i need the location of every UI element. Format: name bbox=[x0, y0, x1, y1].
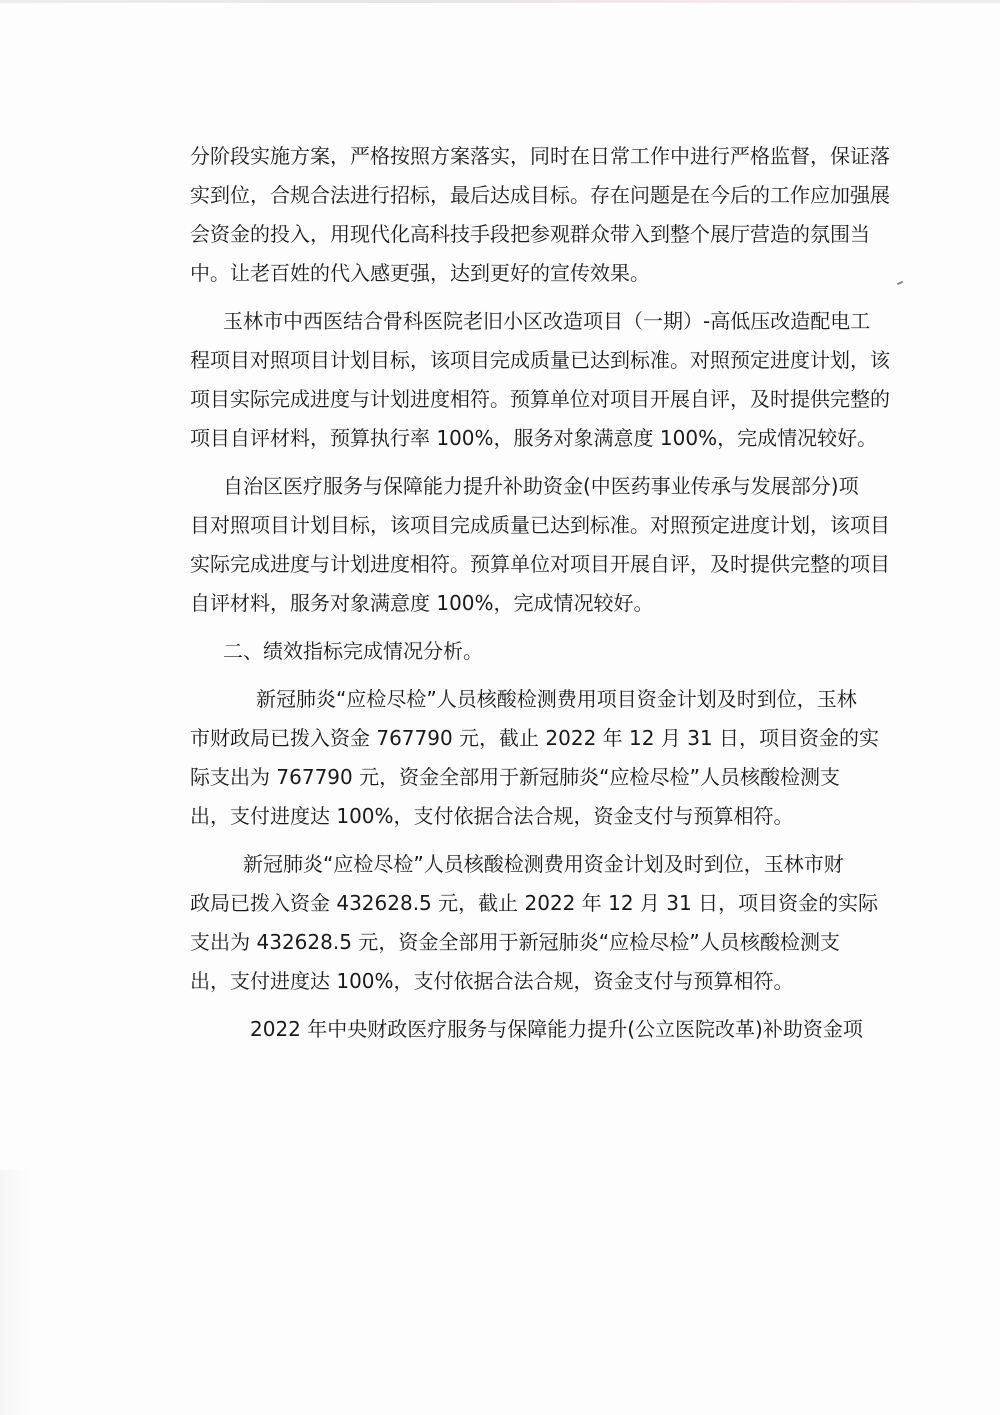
scan-top-edge bbox=[0, 0, 1000, 3]
text-line: 新冠肺炎“应检尽检”人员核酸检测费用资金计划及时到位，玉林市财 bbox=[243, 852, 844, 876]
text-line: 中。让老百姓的代入感更强，达到更好的宣传效果。 bbox=[190, 261, 650, 285]
text-line: 出，支付进度达 100%，支付依据合法合规，资金支付与预算相符。 bbox=[190, 804, 794, 828]
text-line: 际支出为 767790 元，资金全部用于新冠肺炎“应检尽检”人员核酸检测支 bbox=[190, 765, 840, 789]
scan-shadow bbox=[0, 1170, 30, 1415]
text-line: 市财政局已拨入资金 767790 元，截止 2022 年 12 月 31 日，项目资金的实 bbox=[190, 726, 880, 750]
text-line: 2022 年中央财政医疗服务与保障能力提升(公立医院改革)补助资金项 bbox=[250, 1017, 863, 1041]
text-line: 政局已拨入资金 432628.5 元，截止 2022 年 12 月 31 日，项目资金的实际 bbox=[190, 891, 879, 915]
text-line: 新冠肺炎“应检尽检”人员核酸检测费用项目资金计划及时到位，玉林 bbox=[256, 687, 857, 711]
text-line: 自评材料，服务对象满意度 100%，完成情况较好。 bbox=[190, 591, 654, 615]
paragraph-2 bbox=[190, 302, 890, 458]
paragraph-1 bbox=[190, 137, 890, 293]
text-line: 自治区医疗服务与保障能力提升补助资金(中医药事业传承与发展部分)项 bbox=[223, 474, 859, 498]
text-line: 支出为 432628.5 元，资金全部用于新冠肺炎“应检尽检”人员核酸检测支 bbox=[190, 930, 840, 954]
paragraph-6 bbox=[190, 845, 879, 1001]
text-line: 实到位，合规合法进行招标，最后达成目标。存在问题是在今后的工作应加强展 bbox=[190, 183, 890, 207]
text-line: 目对照项目计划目标，该项目完成质量已达到标准。对照预定进度计划，该项目 bbox=[190, 513, 890, 537]
text-line: 出，支付进度达 100%，支付依据合法合规，资金支付与预算相符。 bbox=[190, 969, 794, 993]
text-line: 程项目对照项目计划目标，该项目完成质量已达到标准。对照预定进度计划，该 bbox=[190, 348, 890, 372]
section-heading bbox=[190, 632, 840, 671]
text-line: 实际完成进度与计划进度相符。预算单位对项目开展自评，及时提供完整的项目 bbox=[190, 552, 890, 576]
text-line: 会资金的投入，用现代化高科技手段把参观群众带入到整个展厅营造的氛围当 bbox=[190, 222, 870, 246]
paragraph-3 bbox=[190, 467, 890, 623]
scan-mark bbox=[897, 281, 903, 285]
paragraph-5 bbox=[190, 680, 880, 836]
text-line: 玉林市中西医结合骨科医院老旧小区改造项目（一期）-高低压改造配电工 bbox=[223, 309, 871, 333]
text-line: 分阶段实施方案，严格按照方案落实，同时在日常工作中进行严格监督，保证落 bbox=[190, 144, 890, 168]
heading-text: 二、绩效指标完成情况分析。 bbox=[223, 639, 483, 663]
text-line: 项目自评材料，预算执行率 100%，服务对象满意度 100%，完成情况较好。 bbox=[190, 426, 878, 450]
text-line: 项目实际完成进度与计划进度相符。预算单位对项目开展自评，及时提供完整的 bbox=[190, 387, 890, 411]
paragraph-7 bbox=[190, 1010, 863, 1049]
document-body bbox=[190, 137, 890, 1049]
